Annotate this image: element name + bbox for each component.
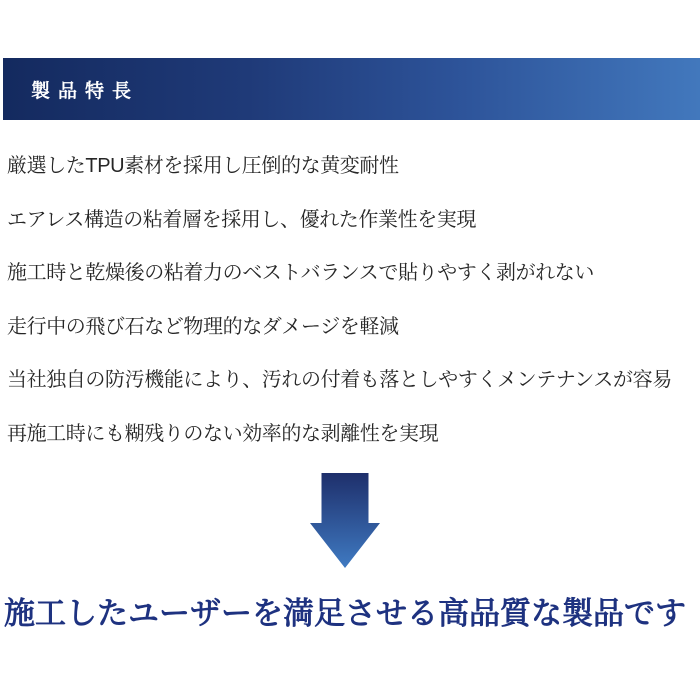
feature-item-5: 当社独自の防汚機能により、汚れの付着も落としやすくメンテナンスが容易 [7, 369, 672, 392]
feature-item-2: エアレス構造の粘着層を採用し、優れた作業性を実現 [7, 208, 476, 231]
feature-item-6: 再施工時にも糊残りのない効率的な剥離性を実現 [7, 422, 439, 445]
section-title: 製品特長 [31, 80, 140, 102]
conclusion-text: 施工したユーザーを満足させる高品質な製品です [4, 596, 686, 631]
feature-item-3: 施工時と乾燥後の粘着力のベストバランスで貼りやすく剥がれない [7, 262, 594, 285]
feature-item-1: 厳選したTPU素材を採用し圧倒的な黄変耐性 [7, 155, 399, 178]
section-header-bar [3, 58, 700, 120]
feature-item-4: 走行中の飛び石など物理的なダメージを軽減 [7, 315, 399, 338]
feature-list [7, 137, 700, 458]
down-arrow-icon [310, 473, 380, 568]
